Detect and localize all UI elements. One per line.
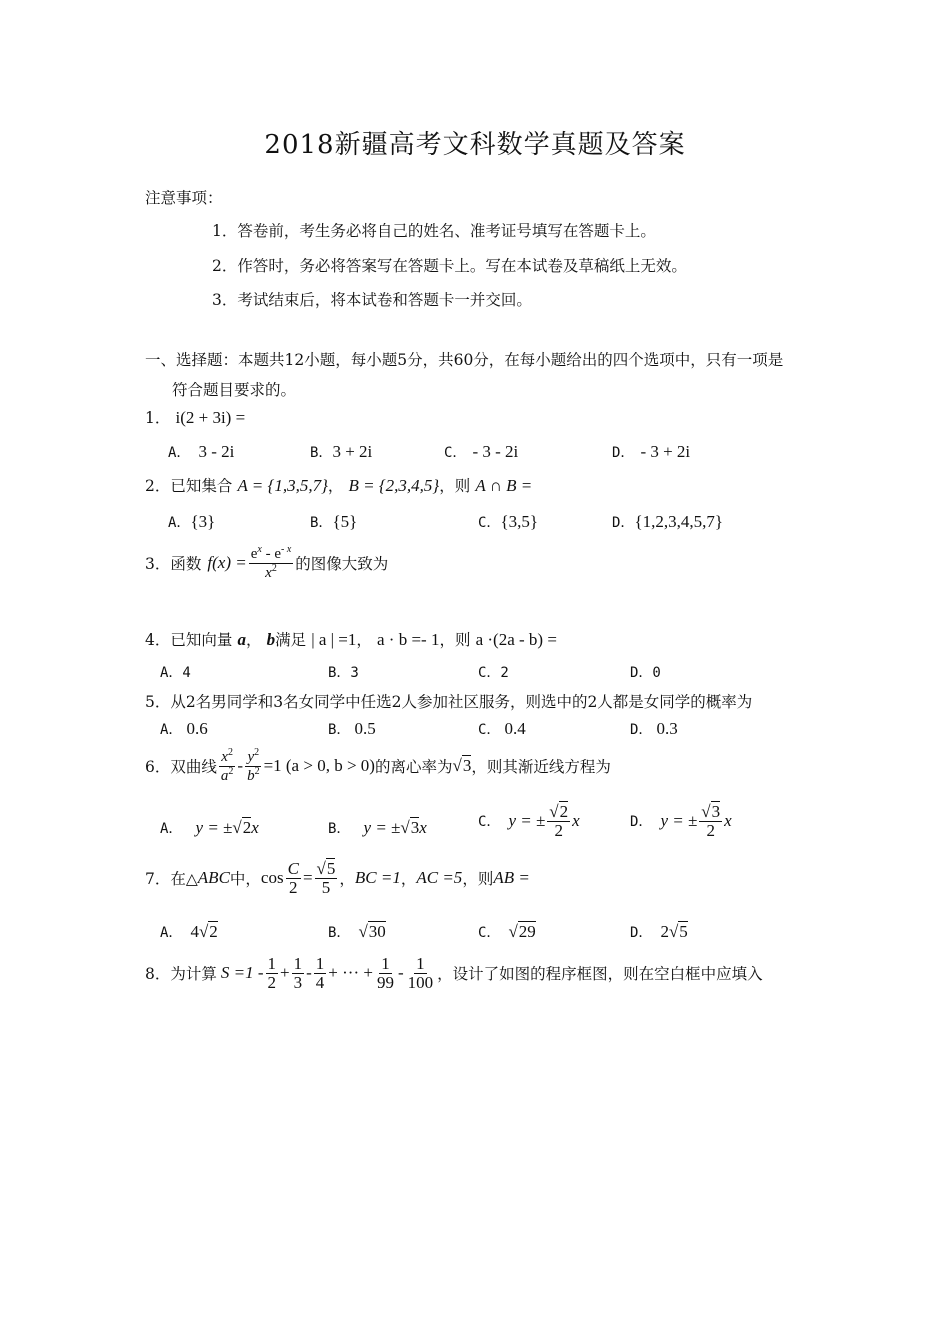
question-6: 6． 双曲线 $\frac{x^2}{a^2}$ - $\frac{y^2}{b^2}$ =1 (a > 0, b > 0) 的离心率为 √3 ，则其渐近线方程为 — [145, 747, 611, 784]
q7-bc: BC =1 — [354, 868, 401, 888]
q6-fraction-x: $\frac{x^2}{a^2}$ — [220, 747, 234, 784]
q2-ask: A ∩ B = — [475, 476, 533, 495]
question-3: 3． 函数 f(x) = $\frac{e^x - e^{- x}}{x^2}$ 的图像大致为 — [145, 544, 389, 581]
q6-eccentricity: √3 — [452, 756, 472, 776]
notice-item-1: 1．答卷前，考生务必将自己的姓名、准考证号填写在答题卡上。 — [212, 222, 656, 240]
question-1 — [145, 406, 245, 428]
q4-option-a: A．4 — [160, 665, 191, 681]
q1-option-b: B．3 + 2i — [310, 442, 373, 461]
q1-option-c: C． - 3 - 2i — [444, 442, 519, 461]
question-7: 7． 在△ ABC 中， cos $\frac{C}{2}$ = $\frac{√5}{5}$ ， BC =1 ， AC =5 ，则 AB = — [145, 859, 530, 897]
section-heading: 一、选择题：本题共12小题，每小题5分，共60分，在每小题给出的四个选项中，只有一项是 — [145, 351, 784, 369]
set-b: B = {2,3,4,5} — [348, 476, 440, 495]
q2-option-b: B．{5} — [310, 512, 358, 531]
question-4: 4．已知向量 a， b满足 | a | =1， a · b =- 1，则 a ·(2a - b) = — [145, 630, 557, 649]
q7-option-c: C． √29 — [478, 922, 536, 941]
q1-number: 1． — [145, 409, 171, 427]
section-heading-cont: 符合题目要求的。 — [172, 381, 297, 399]
q4-option-d: D．0 — [630, 665, 661, 681]
q1-option-a: A． 3 - 2i — [168, 442, 235, 461]
q7-option-a: A． 4√2 — [160, 922, 218, 941]
document-title: 2018新疆高考文科数学真题及答案 — [264, 130, 686, 160]
q7-option-b: B． √30 — [328, 922, 386, 941]
q4-option-c: C．2 — [478, 665, 509, 681]
q3-function: f(x) = — [207, 553, 247, 573]
question-8: 8． 为计算 S =1 - $\frac{1}{2}$ + $\frac{1}{3}$ - $\frac{1}{4}$ + ··· + $\frac{1}{99}$ - $\frac{1}{100}$ ，设计了如图的程序框图，则在空白框中应填入 — [145, 954, 763, 992]
q7-ask: AB = — [493, 868, 530, 888]
q2-option-a: A．{3} — [168, 512, 216, 531]
q5-option-a: A． 0.6 — [160, 719, 208, 738]
q6-option-c: C． y = ± $\frac{√2}{2}$ x — [478, 802, 580, 840]
q5-option-b: B． 0.5 — [328, 719, 376, 738]
q7-ac: AC =5 — [416, 868, 463, 888]
q4-ask: a ·(2a - b) = — [475, 630, 557, 649]
q6-option-a: A． y = ±√2x — [160, 818, 259, 837]
q1-option-d: D． - 3 + 2i — [612, 442, 691, 461]
q6-condition: =1 (a > 0, b > 0) — [263, 756, 375, 776]
q6-fraction-y: $\frac{y^2}{b^2}$ — [247, 747, 260, 784]
q2-option-c: C．{3,5} — [478, 512, 539, 531]
q3-fraction: $\frac{e^x - e^{- x}}{x^2}$ — [250, 544, 292, 581]
q6-option-b: B． y = ±√3x — [328, 818, 427, 837]
q4-condition-1: | a | =1 — [311, 630, 357, 649]
notice-heading: 注意事项： — [145, 189, 223, 207]
question-2: 2．已知集合 A = {1,3,5,7}， B = {2,3,4,5}，则 A ∩ B = — [145, 476, 533, 495]
notice-item-3: 3．考试结束后，将本试卷和答题卡一并交回。 — [212, 291, 532, 309]
notice-item-2: 2．作答时，务必将答案写在答题卡上。写在本试卷及草稿纸上无效。 — [212, 257, 687, 275]
q5-option-c: C． 0.4 — [478, 719, 526, 738]
q2-option-d: D．{1,2,3,4,5,7} — [612, 512, 724, 531]
question-5: 5．从2名男同学和3名女同学中任选2人参加社区服务，则选中的2人都是女同学的概率为 — [145, 693, 753, 711]
q1-expression: i(2 + 3i) = — [175, 408, 246, 427]
q7-option-d: D． 2√5 — [630, 922, 688, 941]
vector-a: a — [237, 630, 246, 649]
q6-option-d: D． y = ± $\frac{√3}{2}$ x — [630, 802, 732, 840]
q5-option-d: D． 0.3 — [630, 719, 678, 738]
q4-condition-2: a · b =- 1 — [377, 630, 440, 649]
q4-option-b: B．3 — [328, 665, 359, 681]
vector-b: b — [266, 630, 276, 649]
set-a: A = {1,3,5,7} — [237, 476, 328, 495]
